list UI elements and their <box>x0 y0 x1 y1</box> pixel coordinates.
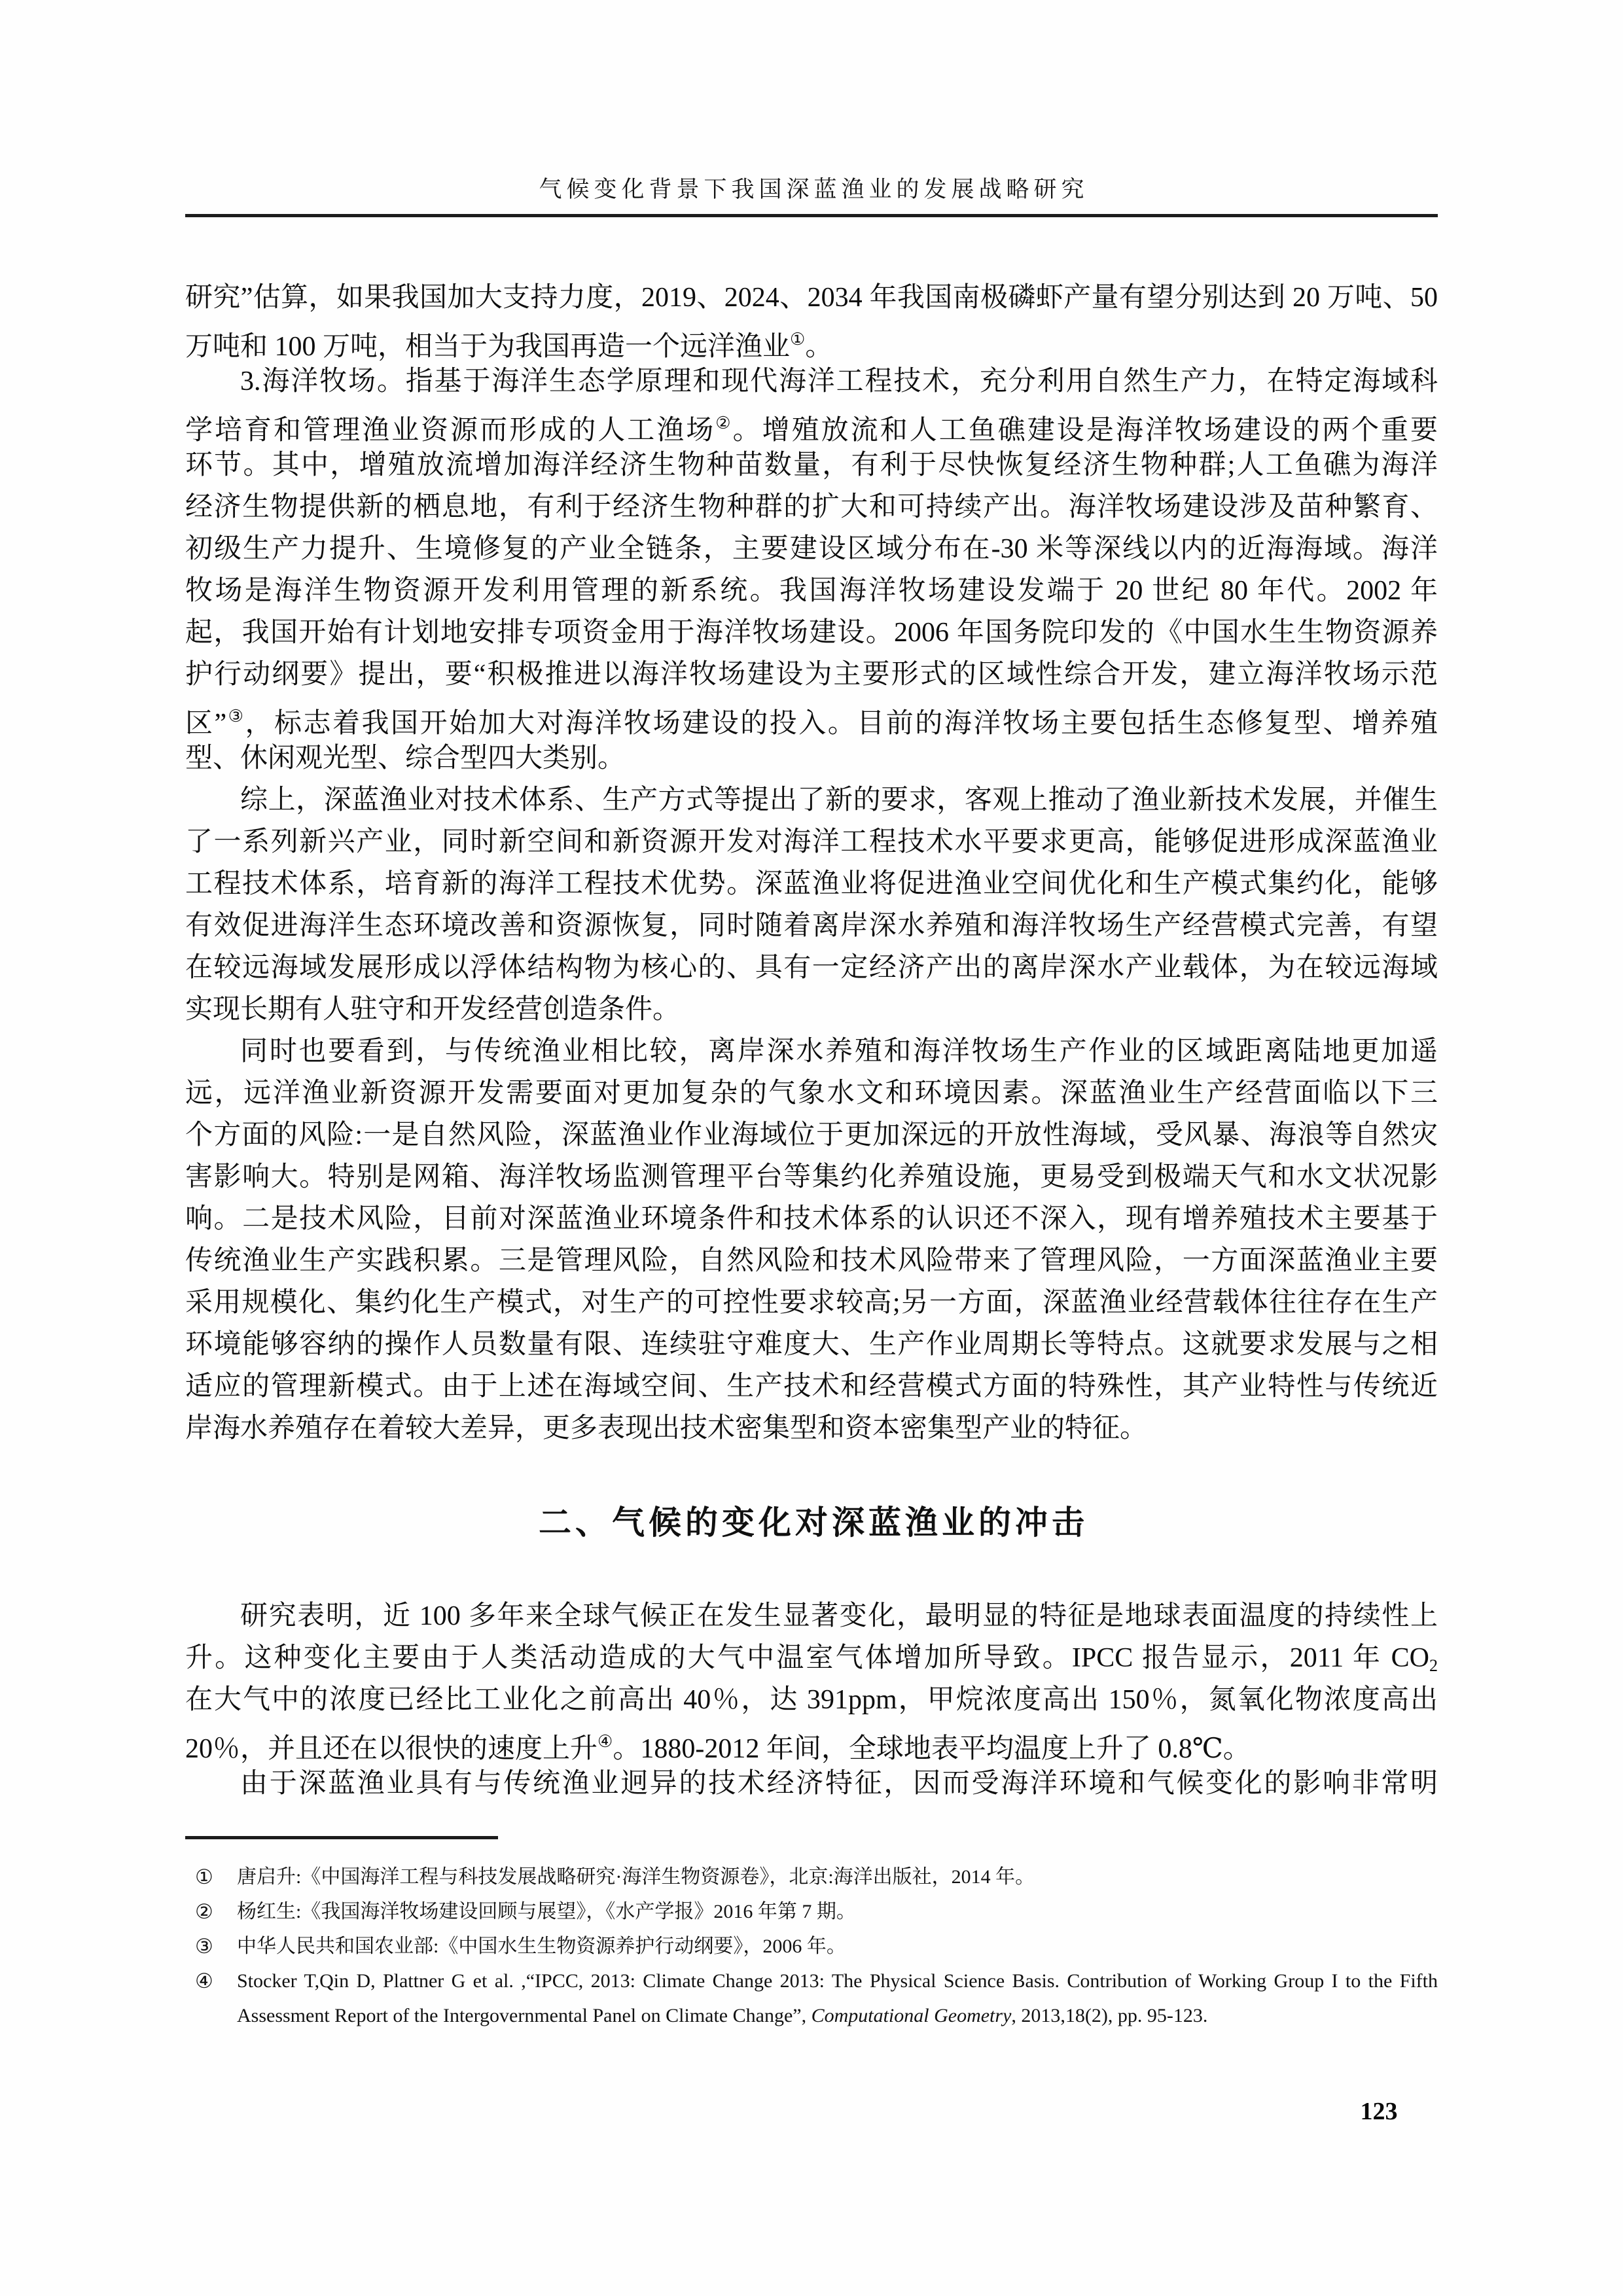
body-line: 综上，深蓝渔业对技术体系、生产方式等提出了新的要求，客观上推动了渔业新技术发展，并催生 <box>240 785 1438 815</box>
body-line: 实现长期有人驻守和开发经营创造条件。 <box>185 995 681 1025</box>
body-line: 响。二是技术风险，目前对深蓝渔业环境条件和技术体系的认识还不深入，现有增养殖技术主要基于 <box>185 1204 1438 1234</box>
body-line: 学培育和管理渔业资源而形成的人工渔场②。增殖放流和人工鱼礁建设是海洋牧场建设的两个重要 <box>185 414 1438 446</box>
body-line: 20％，并且还在以很快的速度上升④。1880-2012 年间，全球地表平均温度上升了 0.8℃。 <box>185 1732 1251 1764</box>
footnote-item <box>185 1929 1438 1964</box>
footnotes <box>185 1860 1438 2033</box>
body-line: 由于深蓝渔业具有与传统渔业迥异的技术经济特征，因而受海洋环境和气候变化的影响非常明 <box>240 1769 1438 1799</box>
body-line: 牧场是海洋生物资源开发利用管理的新系统。我国海洋牧场建设发端于 20 世纪 80 年代。2002 年 <box>185 576 1438 606</box>
footnote-marker: ④ <box>195 1969 213 1992</box>
body-line: 岸海水养殖存在着较大差异，更多表现出技术密集型和资本密集型产业的特征。 <box>185 1413 1148 1443</box>
body-line: 同时也要看到，与传统渔业相比较，离岸深水养殖和海洋牧场生产作业的区域距离陆地更加遥 <box>240 1036 1438 1067</box>
page-number: 123 <box>1360 2098 1398 2125</box>
body-line: 在大气中的浓度已经比工业化之前高出 40％，达 391ppm，甲烷浓度高出 150％，氮氧化物浓度高出 <box>185 1685 1438 1715</box>
body-line: 采用规模化、集约化生产模式，对生产的可控性要求较高;另一方面，深蓝渔业经营载体往往存在生产 <box>185 1288 1438 1318</box>
footnote-item <box>185 1964 1438 2033</box>
body-line: 起，我国开始有计划地安排专项资金用于海洋牧场建设。2006 年国务院印发的《中国水生生物资源养 <box>185 618 1438 648</box>
footnote-separator <box>185 1836 498 1839</box>
body-line: 经济生物提供新的栖息地，有利于经济生物种群的扩大和可持续产出。海洋牧场建设涉及苗种繁育、 <box>185 492 1438 522</box>
body-line: 害影响大。特别是网箱、海洋牧场监测管理平台等集约化养殖设施，更易受到极端天气和水文状况影 <box>185 1162 1438 1192</box>
body-text <box>185 277 1438 1805</box>
footnote-item <box>185 1860 1438 1894</box>
body-line: 工程技术体系，培育新的海洋工程技术优势。深蓝渔业将促进渔业空间优化和生产模式集约化，能够 <box>185 869 1438 899</box>
body-line: 护行动纲要》提出，要“积极推进以海洋牧场建设为主要形式的区域性综合开发，建立海洋牧场示范 <box>185 660 1438 690</box>
footnote-text: 唐启升:《中国海洋工程与科技发展战略研究·海洋生物资源卷》，北京:海洋出版社，2014 年。 <box>237 1866 1035 1888</box>
footnote-text: 杨红生:《我国海洋牧场建设回顾与展望》，《水产学报》2016 年第 7 期。 <box>237 1901 856 1922</box>
body-line: 型、休闲观光型、综合型四大类别。 <box>185 743 626 773</box>
body-line: 传统渔业生产实践积累。三是管理风险，自然风险和技术风险带来了管理风险，一方面深蓝渔业主要 <box>185 1246 1438 1276</box>
body-line: 研究”估算，如果我国加大支持力度，2019、2024、2034 年我国南极磷虾产量有望分别达到 20 万吨、50 <box>185 283 1438 313</box>
section-heading: 二、气候的变化对深蓝渔业的冲击 <box>539 1504 1088 1541</box>
body-line: 了一系列新兴产业，同时新空间和新资源开发对海洋工程技术水平要求更高，能够促进形成深蓝渔业 <box>185 827 1438 857</box>
body-line: 环境能够容纳的操作人员数量有限、连续驻守难度大、生产作业周期长等特点。这就要求发展与之相 <box>185 1330 1438 1360</box>
body-line: 远，远洋渔业新资源开发需要面对更加复杂的气象水文和环境因素。深蓝渔业生产经营面临以下三 <box>185 1078 1438 1108</box>
running-head-title: 气候变化背景下我国深蓝渔业的发展战略研究 <box>539 177 1089 202</box>
body-line: 升。这种变化主要由于人类活动造成的大气中温室气体增加所导致。IPCC 报告显示，2011 年 CO2 <box>185 1643 1438 1675</box>
footnote-marker: ② <box>195 1900 213 1923</box>
footnote-item <box>185 1894 1438 1929</box>
body-line: 研究表明，近 100 多年来全球气候正在发生显著变化，最明显的特征是地球表面温度的持续性上 <box>240 1601 1438 1631</box>
body-line: 适应的管理新模式。由于上述在海域空间、生产技术和经营模式方面的特殊性，其产业特性与传统近 <box>185 1371 1438 1402</box>
body-line: 有效促进海洋生态环境改善和资源恢复，同时随着离岸深水养殖和海洋牧场生产经营模式完善，有望 <box>185 911 1438 941</box>
body-line: 环节。其中，增殖放流增加海洋经济生物种苗数量，有利于尽快恢复经济生物种群;人工鱼礁为海洋 <box>185 450 1438 480</box>
body-line: 个方面的风险:一是自然风险，深蓝渔业作业海域位于更加深远的开放性海域，受风暴、海浪等自然灾 <box>185 1120 1438 1150</box>
body-line: 初级生产力提升、生境修复的产业全链条，主要建设区域分布在-30 米等深线以内的近海海域。海洋 <box>185 534 1438 564</box>
footnote-marker: ③ <box>195 1935 213 1958</box>
header-rule <box>185 214 1438 217</box>
body-line: 万吨和 100 万吨，相当于为我国再造一个远洋渔业①。 <box>185 330 833 362</box>
body-line: 在较远海域发展形成以浮体结构物为核心的、具有一定经济产出的离岸深水产业载体，为在较远海域 <box>185 953 1438 983</box>
footnote-text: 中华人民共和国农业部:《中国水生生物资源养护行动纲要》，2006 年。 <box>237 1935 846 1957</box>
body-line: 3.海洋牧场。指基于海洋生态学原理和现代海洋工程技术，充分利用自然生产力，在特定海域科 <box>240 366 1438 397</box>
footnote-text: Stocker T,Qin D, Plattner G et al. ,“IPCC, 2013: Climate Change 2013: The Physical Science Basis. Contribution of Working Group I to the Fifth Assessment Report of the Intergovernmental Panel on Climate Change”, Computational Geometry, 2013,18(2), pp. 95-123. <box>237 1970 1438 2026</box>
footnote-marker: ① <box>195 1865 213 1888</box>
section-heading-row <box>185 1449 1438 1595</box>
body-line: 区”③，标志着我国开始加大对海洋牧场建设的投入。目前的海洋牧场主要包括生态修复型、增养殖 <box>185 707 1438 739</box>
